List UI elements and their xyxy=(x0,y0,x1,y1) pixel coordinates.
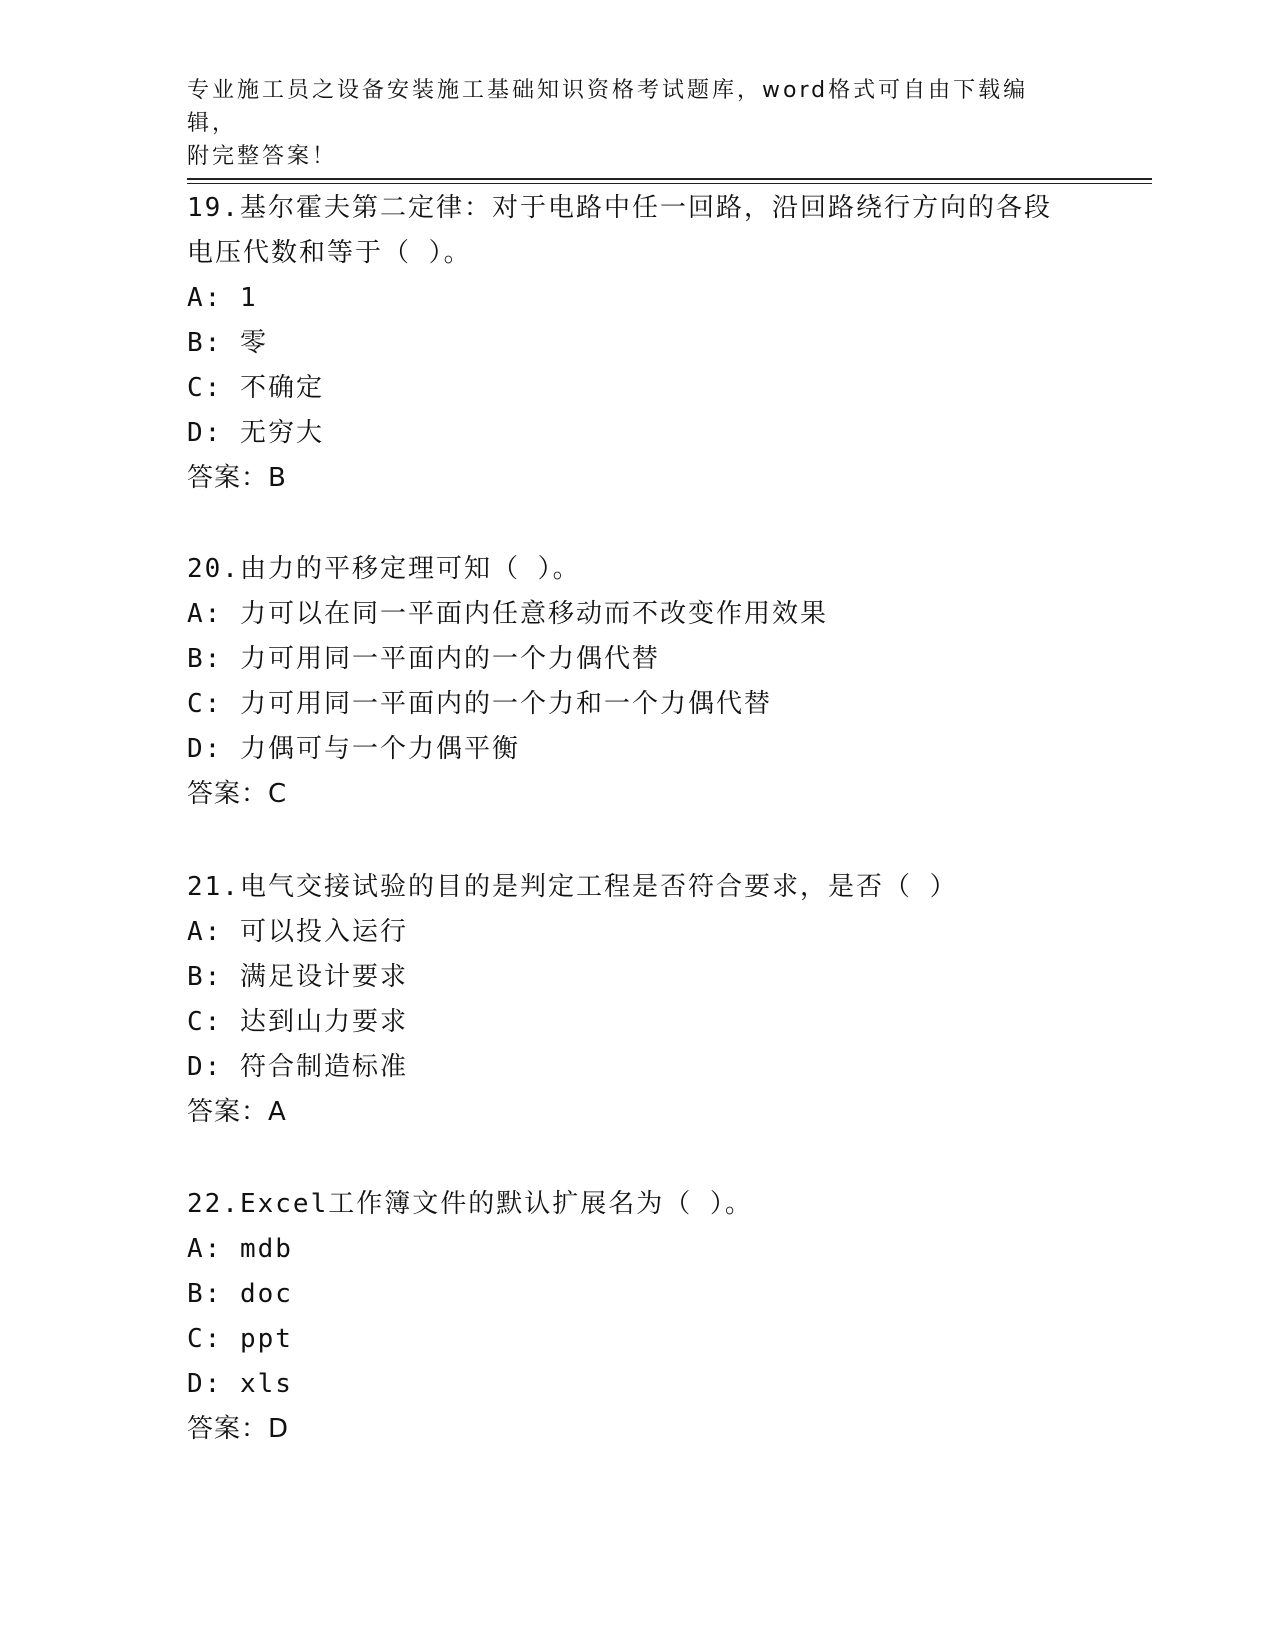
header-line-2: 附完整答案！ xyxy=(187,144,338,169)
header-line-1: 专业施工员之设备安装施工基础知识资格考试题库，word格式可自由下载编辑， xyxy=(187,78,1029,136)
header-divider-thick xyxy=(187,178,1152,180)
option-b: B: 零 xyxy=(187,328,268,358)
option-b: B: 力可用同一平面内的一个力偶代替 xyxy=(187,644,660,674)
option-a: A: 1 xyxy=(187,283,258,313)
option-c: C: 不确定 xyxy=(187,373,324,403)
question-text: 19.基尔霍夫第二定律：对于电路中任一回路，沿回路绕行方向的各段电压代数和等于（ ）。 xyxy=(187,193,1052,268)
option-d: D: xls xyxy=(187,1369,293,1399)
question-block xyxy=(187,1182,1087,1452)
option-c: C: 达到山力要求 xyxy=(187,1007,408,1037)
question-block xyxy=(187,865,1087,1135)
answer-label: 答案：C xyxy=(187,779,288,809)
answer-label: 答案：A xyxy=(187,1097,287,1127)
answer-label: 答案：D xyxy=(187,1414,290,1444)
option-b: B: doc xyxy=(187,1279,293,1309)
question-text: 20.由力的平移定理可知（ ）。 xyxy=(187,554,581,584)
answer-label: 答案：B xyxy=(187,463,287,493)
option-b: B: 满足设计要求 xyxy=(187,962,408,992)
option-a: A: mdb xyxy=(187,1234,293,1264)
option-c: C: ppt xyxy=(187,1324,293,1354)
question-text: 21.电气交接试验的目的是判定工程是否符合要求，是否（ ） xyxy=(187,872,958,902)
option-d: D: 符合制造标准 xyxy=(187,1052,408,1082)
question-text: 22.Excel工作簿文件的默认扩展名为（ ）。 xyxy=(187,1189,753,1219)
option-c: C: 力可用同一平面内的一个力和一个力偶代替 xyxy=(187,689,772,719)
question-block xyxy=(187,547,1087,817)
header-divider-thin xyxy=(187,183,1152,184)
option-a: A: 力可以在同一平面内任意移动而不改变作用效果 xyxy=(187,599,828,629)
option-d: D: 无穷大 xyxy=(187,418,324,448)
option-d: D: 力偶可与一个力偶平衡 xyxy=(187,734,520,764)
option-a: A: 可以投入运行 xyxy=(187,917,408,947)
document-header xyxy=(187,74,1067,173)
question-block xyxy=(187,186,1087,501)
